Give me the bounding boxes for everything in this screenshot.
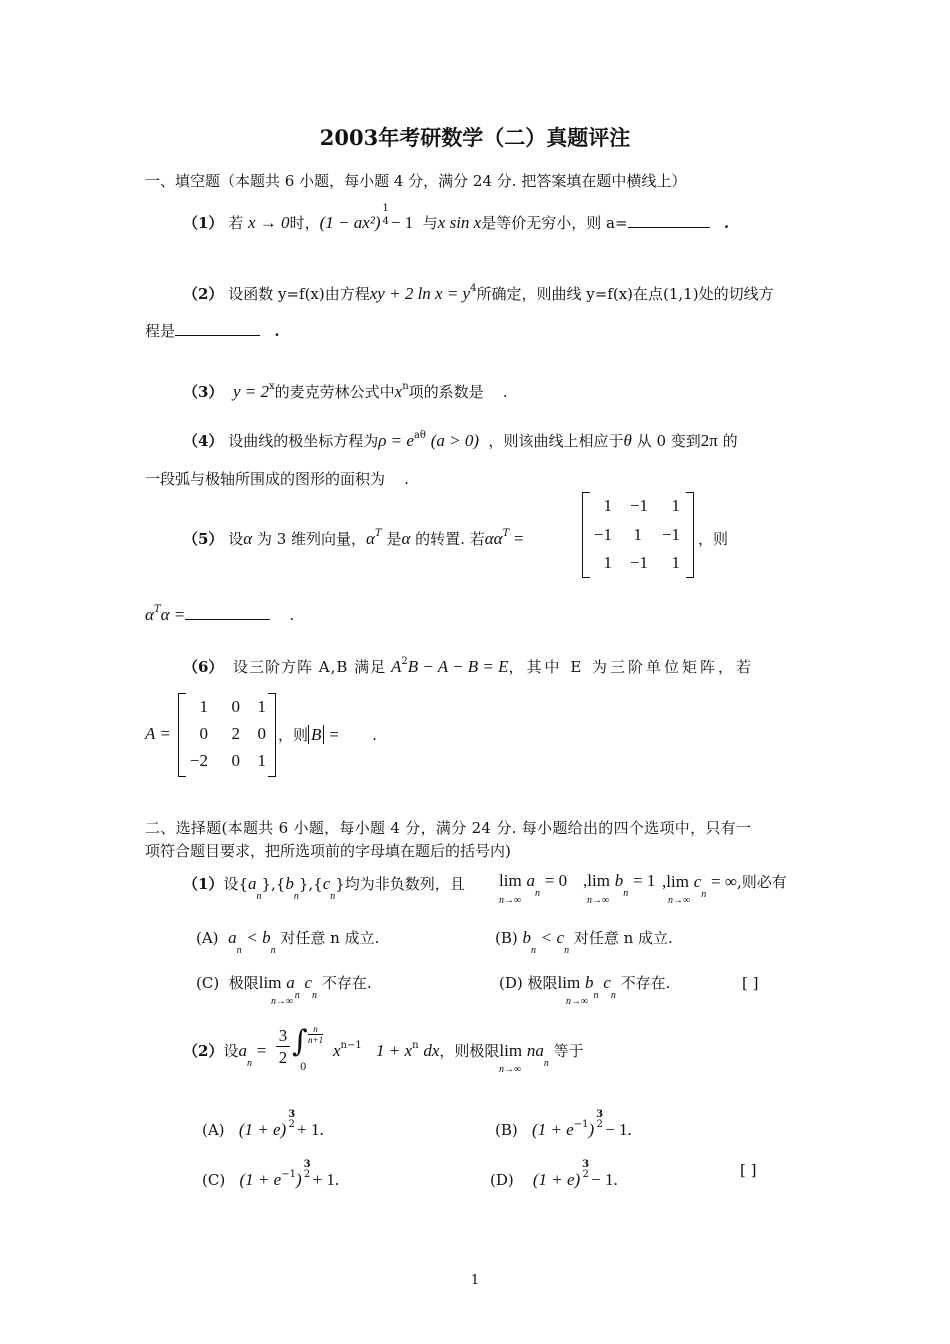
question-text: 从 0 变到	[636, 432, 701, 450]
answer-bracket[interactable]: [ ]	[740, 1161, 757, 1179]
fill-question-1	[183, 203, 730, 235]
question-number: （4）	[183, 432, 224, 450]
section1-heading: 一、填空题（本题共 6 小题，每小题 4 分，满分 24 分. 把答案填在题中横线上）	[145, 172, 687, 190]
integral-sign: ∫	[292, 1024, 308, 1059]
section2-heading-cont: 项符合题目要求，把所选项前的字母填在题后的括号内)	[145, 842, 511, 860]
question-text: 与	[422, 214, 438, 232]
question-number: （2）	[183, 285, 224, 303]
question-text: 的麦克劳林公式中	[274, 383, 395, 401]
math-expr: x sin x	[437, 213, 482, 232]
option-C[interactable]: (C) 极限$\lim a_n$ $c_n$ 不存在. n→∞	[196, 973, 372, 1007]
matrix-A-label: A =	[145, 724, 171, 743]
limit-an: $\lim a_n = 0$ n→∞	[499, 871, 568, 906]
matrix-A: 1 0 1 0 2 0 −2 0 1	[178, 693, 276, 777]
answer-bracket[interactable]: [ ]	[742, 974, 759, 992]
choice-question-2: （2）设$a_n$ =	[183, 1041, 267, 1069]
question-number: （6）	[183, 658, 224, 676]
period: .	[723, 214, 730, 232]
math-expr: (1 − ax²)	[319, 213, 381, 232]
question-text: 时，	[289, 214, 320, 232]
fraction-exponent: 1 4	[382, 203, 389, 227]
fill-question-5-cont: $\alpha^T\alpha$ = .	[145, 604, 295, 624]
question-text: 所确定，则曲线 y=f(x)在点(1,1)处的切线方	[476, 285, 774, 303]
option-B[interactable]: (B) $(1 + e^{-1})$ 3 2 − 1.	[495, 1109, 632, 1139]
question-number: （1）	[183, 214, 224, 232]
math-expr: ρ = e	[378, 431, 414, 450]
fill-question-4: （4） 设曲线的极坐标方程为$\rho = e^{a\theta}$ (a > 0) ，则该曲线上相应于θ 从 0 变到2π 的	[183, 430, 738, 450]
matrix-alpha-alphaT: 1 −1 1 −1 1 −1 1 −1 1	[582, 492, 694, 578]
limit-cn: ,lim $c_n$ = ∞,则必有 n→∞	[662, 872, 787, 906]
fill-question-2-cont: 程是 .	[145, 322, 280, 340]
fill-question-2: （2） 设函数 y=f(x)由方程xy + 2 $\ln x = y^4$所确定，则曲线 y=f(x)在点(1,1)处的切线方	[183, 283, 774, 303]
option-D[interactable]: (D) 极限$\lim b_n$ $c_n$ 不存在. n→∞	[499, 973, 671, 1007]
question-text: 设函数 y=f(x)由方程	[228, 285, 370, 303]
limit-bn: ,lim $b_n = 1$ n→∞	[583, 871, 656, 906]
question-text: 是等价无穷小，则 a=	[481, 214, 628, 232]
fill-question-3: （3） $y = 2^x$的麦克劳林公式中$x^n$项的系数是 .	[183, 381, 508, 401]
fill-question-5: （5） 设α 为 3 维列向量，$\alpha^T$ 是α 的转置. 若$\alpha\alpha^T$ =	[183, 528, 524, 548]
integral-upper-limit: n n+1	[308, 1024, 324, 1045]
question-number: （5）	[183, 530, 224, 548]
math-expr: xy + 2 ln x = y	[369, 284, 471, 303]
option-A[interactable]: (A) $a_n < b_n$ 对任意 n 成立.	[196, 928, 380, 956]
question-text: 设曲线的极坐标方程为	[228, 432, 379, 450]
answer-blank[interactable]	[175, 334, 260, 336]
math-expr: − 1	[390, 213, 414, 232]
fill-question-4-cont: 一段弧与极轴所围成的图形的面积为 .	[145, 470, 409, 488]
math-expr: x → 0	[248, 213, 290, 232]
math-expr: y = 2	[232, 382, 270, 401]
integrand: $x^{n-1}$ $1 + x^n$ dx，则极限$\lim na_n$ 等于 n→∞	[333, 1040, 584, 1075]
fill-question-6-cont: ，则 B = .	[278, 725, 377, 744]
fill-question-6: （6） 设三阶方阵 A,B 满足 $A^2B - A - B = E$，其中 E 为三阶单位矩阵，若	[183, 656, 755, 676]
page-title: 2003年考研数学（二）真题评注	[319, 125, 631, 150]
option-C[interactable]: (C) $(1 + e^{-1})$ 3 2 + 1.	[202, 1159, 340, 1189]
option-D[interactable]: (D) (1 + e) 3 2 − 1.	[490, 1159, 618, 1189]
section2-heading: 二、选择题(本题共 6 小题，每小题 4 分，满分 24 分. 每小题给出的四个选项中，只有一	[145, 819, 752, 837]
choice-question-1: （1）设$\{a_n\},\{b_n\},\{c_n\}$均为非负数列，且	[183, 874, 465, 902]
fraction-3-2: 3 2	[276, 1026, 290, 1069]
answer-blank[interactable]	[628, 226, 710, 228]
question-text: ，则该曲线上相应于	[488, 432, 624, 450]
integral-lower-limit: 0	[300, 1062, 307, 1073]
question-text: 若	[228, 214, 244, 232]
question-text: ，则	[698, 530, 729, 548]
question-text: 项的系数是	[408, 383, 484, 401]
question-number: （3）	[183, 383, 224, 401]
page-number: 1	[470, 1273, 480, 1288]
option-A[interactable]: (A) (1 + e) 3 2 + 1.	[202, 1109, 324, 1139]
math-expr: x	[394, 382, 403, 401]
answer-blank[interactable]	[185, 618, 270, 620]
option-B[interactable]: (B) $b_n < c_n$ 对任意 n 成立.	[495, 928, 673, 956]
